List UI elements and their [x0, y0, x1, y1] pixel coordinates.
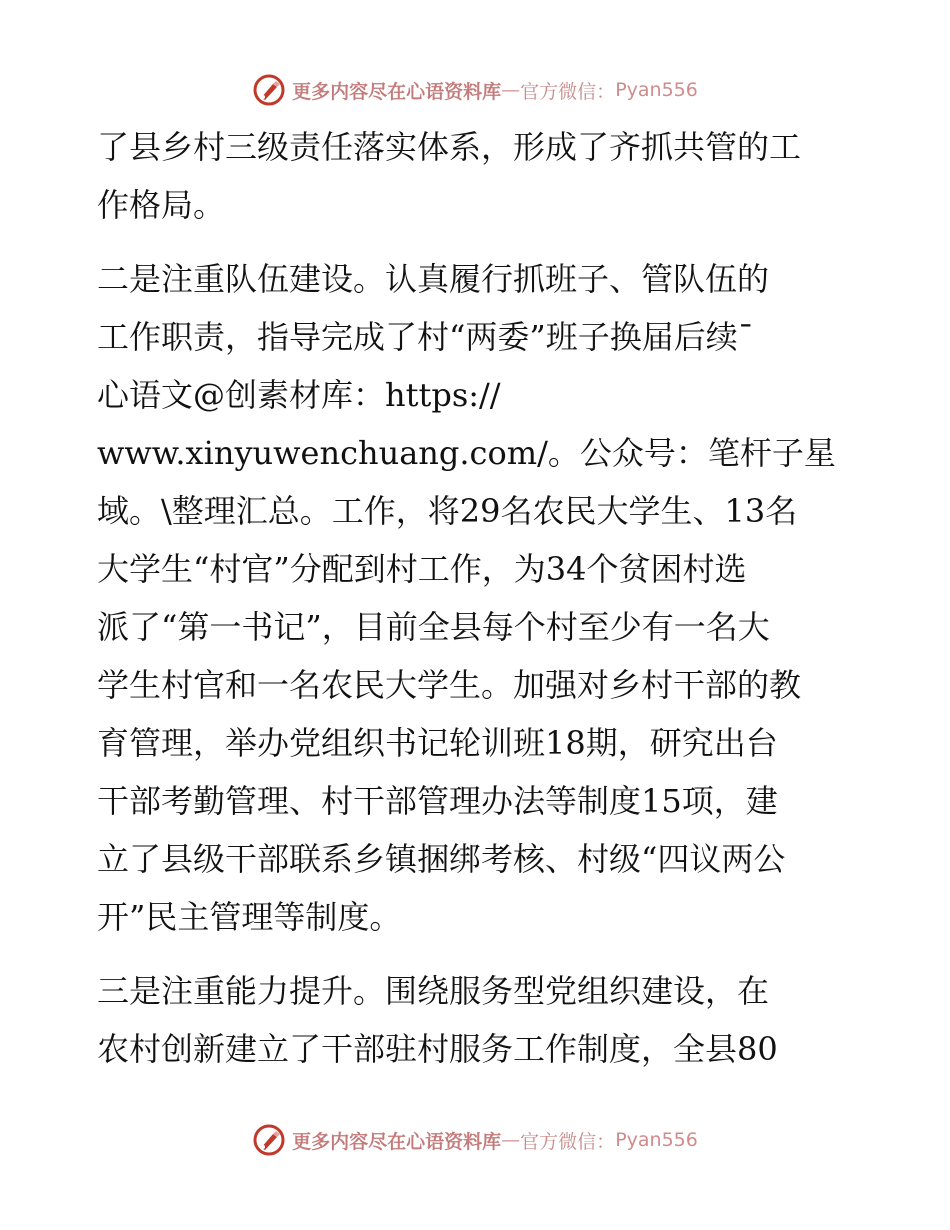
watermark-wechat-id: Pyan556 — [615, 1129, 698, 1151]
pen-logo-icon — [252, 73, 286, 107]
text-line: 派了“第一书记”，目前全县每个村至少有一名大 — [97, 608, 770, 646]
pen-logo-icon — [252, 1123, 286, 1157]
text-line: 心语文@创素材库：https:// — [97, 376, 501, 414]
document-body — [97, 118, 857, 1078]
text-line: 大学生“村官”分配到村工作，为34个贫困村选 — [97, 550, 747, 588]
text-line: 育管理，举办党组织书记轮训班18期，研究出台 — [97, 724, 778, 762]
text-line: 三是注重能力提升。围绕服务型党组织建设，在 — [97, 972, 770, 1010]
header-watermark — [0, 70, 950, 110]
watermark-wechat-label: 官方微信： — [520, 80, 616, 103]
text-line: 了县乡村三级责任落实体系，形成了齐抓共管的工 — [97, 128, 802, 166]
watermark-wechat-label: 官方微信： — [520, 1130, 616, 1153]
watermark-wechat-id: Pyan556 — [615, 79, 698, 101]
text-line: 干部考勤管理、村干部管理办法等制度15项，建 — [97, 782, 778, 820]
text-line: 作格局。 — [97, 186, 226, 224]
watermark-text: 更多内容尽在心语资料库 — [292, 80, 502, 103]
watermark-separator: — — [501, 1129, 521, 1151]
text-line: 开”民主管理等制度。 — [97, 898, 402, 936]
watermark-text: 更多内容尽在心语资料库 — [292, 1130, 502, 1153]
text-line: 学生村官和一名农民大学生。加强对乡村干部的教 — [97, 666, 802, 704]
text-line: 农村创新建立了干部驻村服务工作制度，全县80 — [97, 1030, 778, 1068]
watermark-separator: — — [501, 79, 521, 101]
footer-watermark — [0, 1120, 950, 1160]
text-line: 域。\整理汇总。工作，将29名农民大学生、13名 — [97, 492, 798, 530]
text-line: 立了县级干部联系乡镇捆绑考核、村级“四议两公 — [97, 840, 786, 878]
text-line: 二是注重队伍建设。认真履行抓班子、管队伍的 — [97, 260, 770, 298]
text-line: www.xinyuwenchuang.com/。公众号：笔杆子星 — [97, 434, 836, 472]
text-line: 工作职责，指导完成了村“两委”班子换届后续¯ — [97, 318, 754, 356]
